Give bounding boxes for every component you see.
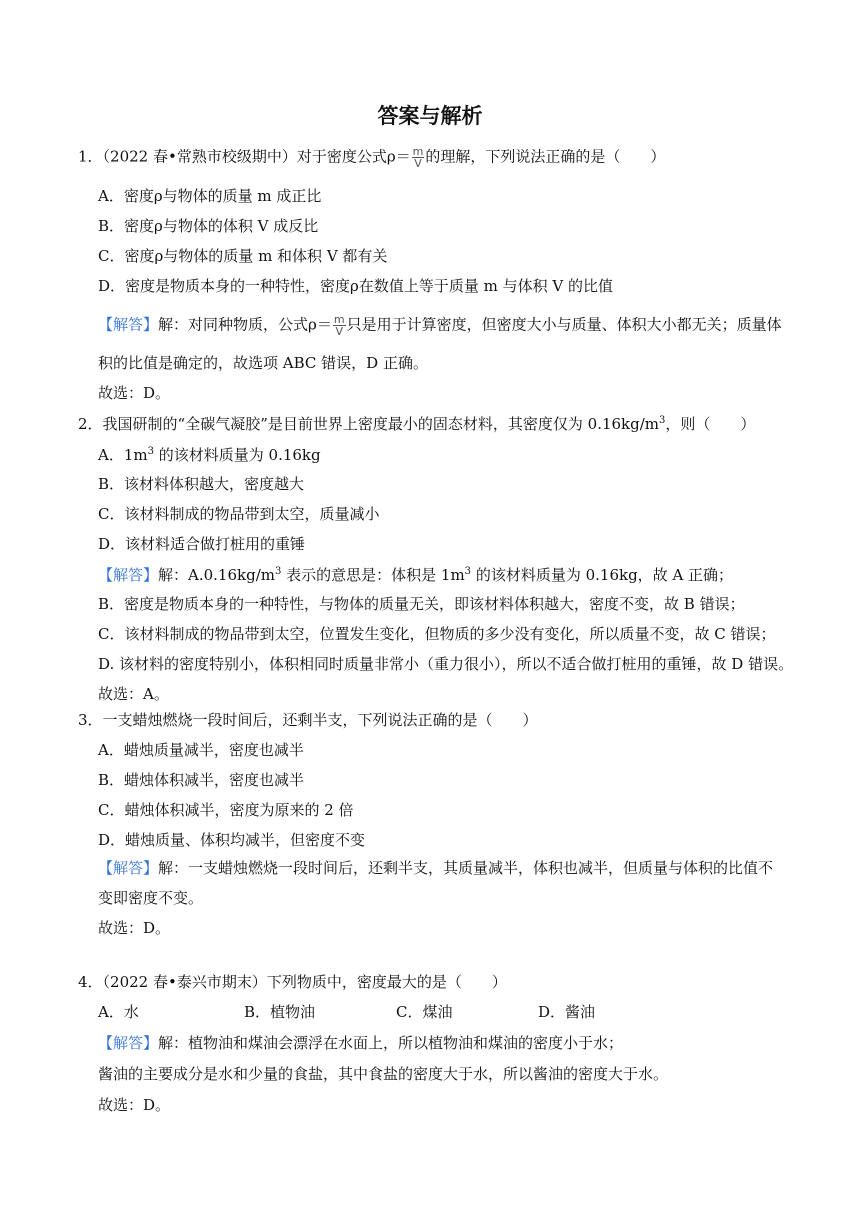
question-1-option-a: A．密度ρ与物体的质量 m 成正比 <box>98 187 322 205</box>
question-2-answer-line-2: B．密度是物质本身的一种特性，与物体的质量无关，即该材料体积越大，密度不变，故 B 错误； <box>98 595 745 613</box>
question-2-answer-line-4: D. 该材料的密度特别小，体积相同时质量非常小（重力很小），所以不适合做打桩用的重锤，故 D 错误。 <box>98 655 794 673</box>
question-1-stem-tail: 的理解，下列说法正确的是（ ） <box>425 147 666 166</box>
question-1-answer-line-1 <box>98 314 782 337</box>
question-2-option-b: B．该材料体积越大，密度越大 <box>98 475 305 493</box>
answer-text-tail: 只是用于计算密度，但密度大小与质量、体积大小都无关；质量体 <box>346 315 782 334</box>
question-4-option-a: A．水 <box>98 1003 139 1021</box>
superscript: 3 <box>147 446 154 457</box>
question-4-stem: 4．（2022 春•泰兴市期末）下列物质中，密度最大的是（ ） <box>78 973 507 991</box>
option-a-tail: 的该材料质量为 0.16kg <box>153 446 321 464</box>
question-2-stem <box>78 414 755 434</box>
answer-text: 解：一支蜡烛燃烧一段时间后，还剩半支，其质量减半，体积也减半，但质量与体积的比值不 <box>158 859 774 877</box>
density-formula-fraction <box>333 314 346 337</box>
page-title: 答案与解析 <box>377 104 483 128</box>
question-2-choice: 故选：A。 <box>98 685 169 703</box>
superscript: 3 <box>464 566 472 577</box>
answer-tag: 【解答】 <box>98 1034 159 1052</box>
superscript: 3 <box>659 415 666 426</box>
question-4-choice: 故选：D。 <box>98 1096 171 1114</box>
question-3-option-a: A．蜡烛质量减半，密度也减半 <box>98 741 304 759</box>
answer-text: 解：对同种物质，公式ρ＝ <box>158 315 332 334</box>
question-2-answer-line-1 <box>98 565 733 585</box>
fraction-denominator: V <box>414 157 422 170</box>
answer-text-tail: 的该材料质量为 0.16kg，故 A 正确； <box>471 566 734 584</box>
fraction-denominator: V <box>335 325 343 338</box>
question-3-answer-line-1 <box>98 858 773 878</box>
question-3-choice: 故选：D。 <box>98 919 171 937</box>
question-1-option-d: D．密度是物质本身的一种特性，密度ρ在数值上等于质量 m 与体积 V 的比值 <box>98 277 613 295</box>
answer-text: 解：植物油和煤油会漂浮在水面上，所以植物油和煤油的密度小于水； <box>158 1034 624 1052</box>
question-3-stem: 3．一支蜡烛燃烧一段时间后，还剩半支，下列说法正确的是（ ） <box>78 711 538 729</box>
question-4-option-c: C．煤油 <box>396 1003 453 1021</box>
question-2-answer-line-3: C．该材料制成的物品带到太空，位置发生变化，但物质的多少没有变化，所以质量不变，故 C 错误； <box>98 625 776 643</box>
question-2-stem-text: 2．我国研制的“全碳气凝胶”是目前世界上密度最小的固态材料，其密度仅为 0.16kg/m <box>78 415 660 433</box>
question-2-option-d: D．该材料适合做打桩用的重锤 <box>98 535 306 553</box>
answer-tag: 【解答】 <box>98 315 159 334</box>
question-3-option-c: C．蜡烛体积减半，密度为原来的 2 倍 <box>98 801 354 819</box>
question-2-option-a <box>98 445 321 465</box>
question-4-option-d: D．酱油 <box>538 1003 596 1021</box>
answer-text-mid: 表示的意思是：体积是 1m <box>281 566 465 584</box>
question-2-option-c: C．该材料制成的物品带到太空，质量减小 <box>98 505 380 523</box>
question-3-option-b: B．蜡烛体积减半，密度也减半 <box>98 771 305 789</box>
question-4-options <box>98 1002 798 1022</box>
question-1-choice: 故选：D。 <box>98 384 171 402</box>
question-4-answer-line-1 <box>98 1033 623 1053</box>
superscript: 3 <box>274 566 282 577</box>
answer-tag: 【解答】 <box>98 566 159 584</box>
question-2-stem-tail: ，则（ ） <box>665 415 756 433</box>
fraction-numerator: m <box>412 145 424 158</box>
question-4-answer-line-2: 酱油的主要成分是水和少量的食盐，其中食盐的密度大于水，所以酱油的密度大于水。 <box>98 1065 669 1083</box>
question-1-option-c: C．密度ρ与物体的质量 m 和体积 V 都有关 <box>98 247 388 265</box>
question-4-option-b: B．植物油 <box>244 1003 316 1021</box>
question-3-option-d: D．蜡烛质量、体积均减半，但密度不变 <box>98 831 366 849</box>
fraction-numerator: m <box>333 313 345 326</box>
question-1-answer-line-2: 积的比值是确定的，故选项 ABC 错误，D 正确。 <box>98 354 428 372</box>
question-1-option-b: B．密度ρ与物体的体积 V 成反比 <box>98 217 319 235</box>
density-formula-fraction <box>412 146 425 169</box>
question-1-stem-text: 1．（2022 春•常熟市校级期中）对于密度公式ρ＝ <box>78 147 411 166</box>
option-a-text: A．1m <box>98 446 148 464</box>
answer-tag: 【解答】 <box>98 859 159 877</box>
answer-text: 解：A.0.16kg/m <box>158 566 275 584</box>
question-1-stem <box>78 146 665 169</box>
question-3-answer-line-2: 变即密度不变。 <box>98 889 204 907</box>
